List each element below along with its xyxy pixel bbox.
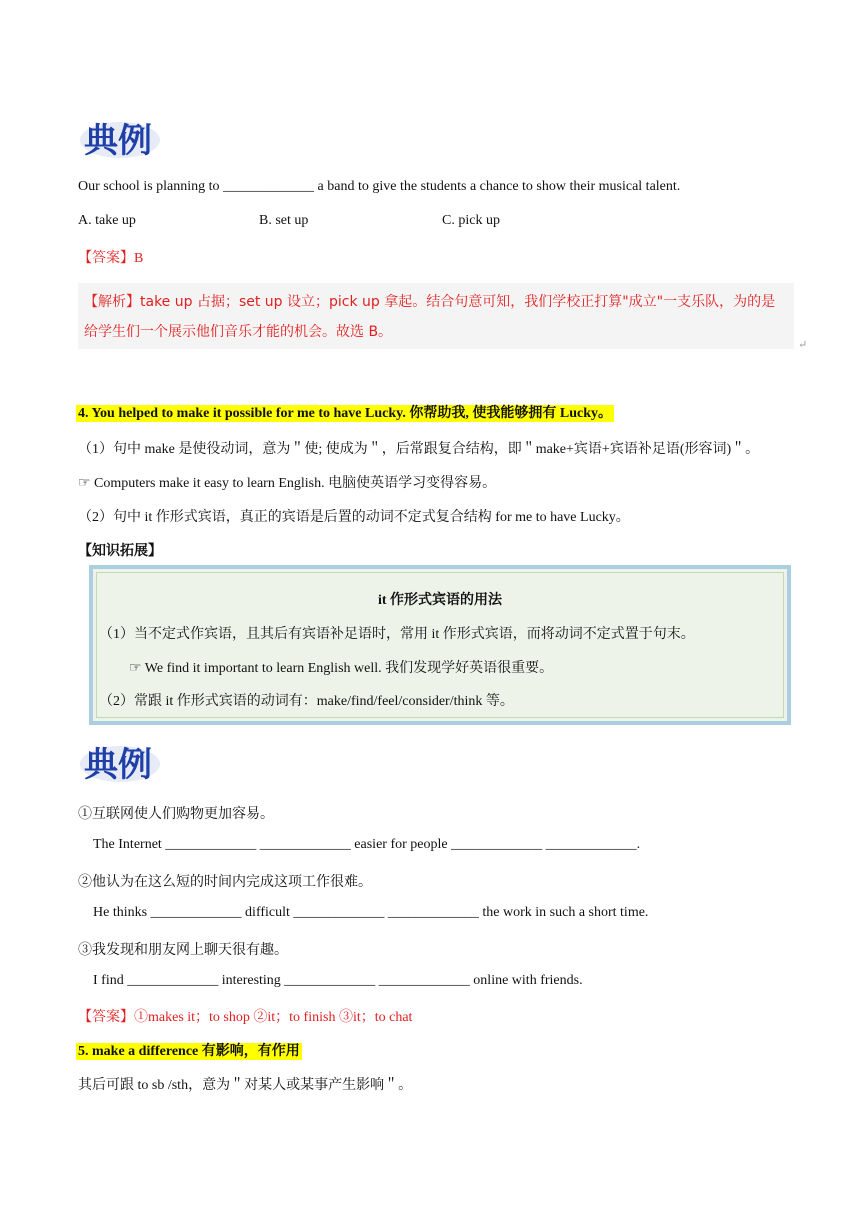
knowledge-box: [89, 565, 791, 725]
exercise1-chinese: ①互联网使人们购物更加容易。: [78, 807, 274, 822]
point4-line1: （1）句中 make 是使役动词，意为＂使; 使成为＂，后常跟复合结构，即＂make+宾语+宾语补足语(形容词)＂。: [78, 442, 760, 457]
example-logo: [78, 116, 162, 160]
option-c: C. pick up: [442, 213, 500, 228]
point4-example: ☞ Computers make it easy to learn English. 电脑使英语学习变得容易。: [78, 476, 497, 491]
option-b: B. set up: [259, 213, 309, 228]
example1-analysis: 【解析】take up 占据；set up 设立；pick up 拿起。结合句意可知，我们学校正打算"成立"一支乐队，为的是给学生们一个展示他们音乐才能的机会。故选 B。: [78, 283, 794, 349]
example2-logo: [78, 740, 162, 784]
knowledge-box-rule1: （1）当不定式作宾语，且其后有宾语补足语时，常用 it 作形式宾语，而将动词不定式置于句末。: [99, 627, 695, 642]
example1-answer: [78, 247, 143, 267]
paragraph-return-mark: ↵: [798, 339, 808, 351]
example2-answer: 【答案】①makes it；to shop ②it；to finish ③it；to chat: [78, 1010, 413, 1025]
exercise2-chinese: ②他认为在这么短的时间内完成这项工作很难。: [78, 875, 372, 890]
example2-logo-graphic: [78, 740, 162, 784]
knowledge-box-title: it 作形式宾语的用法: [377, 593, 503, 608]
point4-heading-text: 4. You helped to make it possible for me to have Lucky. 你帮助我, 使我能够拥有 Lucky。: [78, 406, 612, 421]
answer-label: 【答案】: [78, 251, 134, 266]
point5-heading: [76, 1040, 302, 1060]
point5-heading-text: 5. make a difference 有影响，有作用: [78, 1044, 300, 1059]
example-logo-text: 典例: [84, 121, 152, 160]
point4-heading: [76, 402, 614, 422]
example1-question: Our school is planning to _____________ a band to give the students a chance to show their musical talent.: [78, 179, 681, 194]
point5-line1: 其后可跟 to sb /sth，意为＂对某人或某事产生影响＂。: [78, 1078, 413, 1093]
exercise3-english: I find _____________ interesting _____________ _____________ online with friends.: [93, 973, 583, 988]
exercise1-english: The Internet _____________ _____________ easier for people _____________ _____________.: [93, 837, 641, 852]
answer-value: B: [134, 251, 144, 266]
knowledge-box-rule2: （2）常跟 it 作形式宾语的动词有：make/find/feel/consider/think 等。: [99, 694, 514, 709]
knowledge-extension-label: 【知识拓展】: [78, 544, 162, 559]
knowledge-box-rule1-example: ☞ We find it important to learn English well. 我们发现学好英语很重要。: [129, 661, 554, 676]
exercise2-english: He thinks _____________ difficult _____________ _____________ the work in such a short time.: [93, 905, 649, 920]
example-logo-graphic: [78, 116, 162, 160]
example2-logo-text: 典例: [84, 745, 152, 784]
option-a: A. take up: [78, 213, 136, 228]
point4-line2: （2）句中 it 作形式宾语，真正的宾语是后置的动词不定式复合结构 for me to have Lucky。: [78, 510, 630, 525]
exercise3-chinese: ③我发现和朋友网上聊天很有趣。: [78, 943, 288, 958]
